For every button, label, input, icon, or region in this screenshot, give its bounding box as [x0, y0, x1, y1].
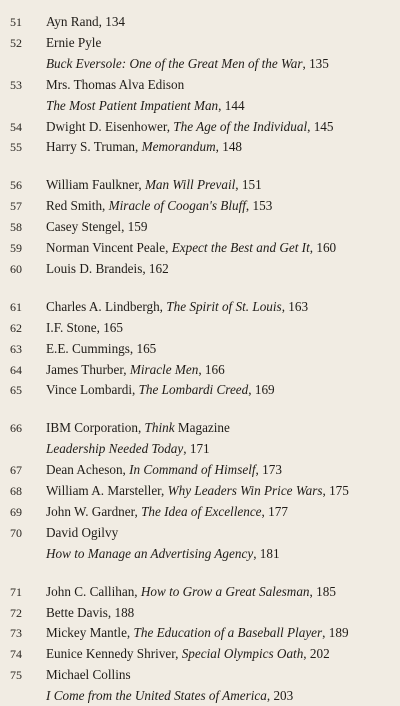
entry-text — [46, 137, 396, 157]
toc-entry — [0, 12, 400, 32]
entry-number: 64 — [10, 362, 22, 377]
entry-number: 66 — [10, 421, 22, 436]
entry-segment: William A. Marsteller, — [46, 483, 168, 498]
toc-entry — [0, 582, 400, 602]
entry-title: I Come from the United States of America — [46, 688, 267, 704]
entry-segment: James Thurber, — [46, 361, 130, 377]
entry-segment: Mickey Mantle, — [46, 625, 134, 641]
entry-segment: John W. Gardner, — [46, 503, 142, 519]
entry-number: 63 — [10, 341, 22, 356]
entry-number: 68 — [10, 484, 22, 498]
entry-text — [46, 686, 396, 706]
entry-title: The Most Patient Impatient Man — [46, 97, 219, 113]
entry-text — [46, 297, 396, 317]
entry-segment: , 202 — [303, 646, 330, 662]
entry-segment: , 145 — [307, 118, 334, 134]
entry-number: 65 — [10, 383, 22, 398]
toc-entry — [0, 623, 400, 643]
entry-text — [46, 318, 396, 338]
entry-segment: David Ogilvy — [46, 524, 119, 540]
toc-entry — [0, 75, 400, 95]
entry-segment: , 163 — [281, 298, 309, 314]
entry-title: The Lombardi Creed — [138, 382, 249, 398]
toc-entry — [0, 380, 400, 400]
entry-text — [46, 460, 396, 480]
entry-text — [46, 544, 396, 564]
toc-entry — [0, 502, 400, 522]
entry-text — [46, 502, 396, 522]
toc-entry — [0, 175, 400, 195]
entry-segment: Casey Stengel, 159 — [46, 219, 148, 235]
toc-entry — [0, 481, 400, 501]
entry-number: 74 — [10, 647, 22, 662]
entry-segment: IBM Corporation, — [46, 420, 145, 436]
entry-segment: Harry S. Truman, — [46, 139, 142, 155]
entry-segment: Michael Collins — [46, 667, 131, 683]
entry-text — [46, 439, 396, 459]
entry-number: 59 — [10, 241, 22, 255]
toc-entry-continuation — [0, 96, 400, 116]
entry-title: In Command of Himself — [129, 462, 256, 478]
entry-number: 60 — [10, 261, 22, 276]
entry-segment: Dean Acheson, — [46, 462, 130, 478]
entry-text — [46, 380, 396, 400]
entry-title: Leadership Needed Today — [46, 441, 184, 457]
toc-entry-continuation — [0, 544, 400, 564]
entry-segment: , 166 — [198, 361, 225, 377]
entry-segment: , 171 — [183, 441, 210, 457]
entry-segment: Vince Lombardi, — [46, 382, 139, 398]
entry-text — [46, 96, 396, 116]
toc-entry — [0, 418, 400, 438]
toc-entry — [0, 339, 400, 359]
entry-segment: Louis D. Brandeis, 162 — [46, 260, 169, 276]
toc-entry — [0, 297, 400, 317]
toc-entry-continuation — [0, 54, 400, 74]
toc-entry — [0, 137, 400, 157]
toc-entry — [0, 217, 400, 237]
entry-text — [46, 196, 396, 216]
entry-segment: , 153 — [245, 198, 273, 214]
entry-segment: E.E. Cummings, 165 — [46, 340, 157, 356]
entry-title: The Spirit of St. Louis — [166, 298, 282, 314]
toc-entry — [0, 360, 400, 380]
entry-number: 61 — [10, 299, 22, 314]
entry-segment: , 160 — [309, 240, 337, 255]
entry-segment: , 148 — [215, 139, 242, 155]
entry-segment: Charles A. Lindbergh, — [46, 298, 167, 314]
entry-segment: , 151 — [235, 177, 262, 193]
toc-entry — [0, 117, 400, 137]
entry-segment: , 135 — [302, 55, 329, 71]
entry-text — [46, 623, 396, 643]
entry-number: 52 — [10, 35, 22, 50]
entry-title: The Age of the Individual — [173, 118, 308, 134]
entry-number: 58 — [10, 220, 22, 235]
entry-text — [46, 523, 396, 543]
entry-segment: , 169 — [248, 382, 275, 398]
entry-number: 57 — [10, 199, 22, 214]
entry-segment: I.F. Stone, 165 — [46, 319, 123, 335]
toc-entry — [0, 33, 400, 53]
entry-text — [46, 339, 396, 359]
entry-segment: , 185 — [309, 583, 336, 599]
entry-text — [46, 481, 396, 501]
entry-segment: William Faulkner, — [46, 177, 145, 193]
entry-segment: , 181 — [253, 545, 280, 561]
entry-text — [46, 117, 396, 137]
entry-segment: Magazine — [174, 420, 230, 436]
toc-entry — [0, 644, 400, 664]
entry-number: 73 — [10, 626, 22, 641]
entry-text — [46, 75, 396, 95]
entry-number: 67 — [10, 463, 22, 478]
entry-number: 69 — [10, 504, 22, 519]
entry-title: The Education of a Baseball Player — [133, 625, 323, 641]
entry-segment: , 173 — [255, 462, 282, 478]
entry-title: Why Leaders Win Price Wars — [167, 483, 323, 498]
entry-text — [46, 54, 396, 74]
entry-number: 71 — [10, 584, 22, 599]
entry-segment: Bette Davis, 188 — [46, 604, 135, 620]
entry-segment: , 203 — [266, 688, 294, 704]
entry-title: Think — [144, 420, 175, 436]
entry-text — [46, 603, 396, 623]
entry-title: Expect the Best and Get It — [171, 240, 310, 255]
entry-number: 51 — [10, 15, 22, 29]
entry-segment: , 144 — [218, 97, 245, 113]
entry-text — [46, 259, 396, 279]
entry-number: 70 — [10, 525, 22, 540]
toc-entry — [0, 318, 400, 338]
entry-text — [46, 644, 396, 664]
entry-segment: Ayn Rand, 134 — [46, 14, 126, 29]
entry-text — [46, 175, 396, 195]
entry-text — [46, 665, 396, 685]
entry-segment: Ernie Pyle — [46, 34, 102, 50]
entry-title: How to Grow a Great Salesman — [140, 583, 310, 599]
entry-title: Buck Eversole: One of the Great Men of the War — [46, 55, 303, 71]
entry-title: How to Manage an Advertising Agency — [46, 545, 254, 561]
entry-text — [46, 33, 396, 53]
entry-text — [46, 217, 396, 237]
entry-title: Special Olympics Oath — [181, 646, 304, 662]
entry-number: 62 — [10, 320, 22, 335]
entry-segment: , 189 — [322, 625, 349, 641]
entry-title: Man Will Prevail — [144, 177, 236, 193]
entry-title: Miracle of Coogan's Bluff — [108, 198, 246, 214]
entry-number: 72 — [10, 605, 22, 620]
entry-segment: Norman Vincent Peale, — [46, 240, 172, 255]
toc-entry — [0, 238, 400, 258]
toc-entry-continuation — [0, 439, 400, 459]
entry-title: The Idea of Excellence — [141, 503, 262, 519]
entry-segment: Mrs. Thomas Alva Edison — [46, 76, 185, 92]
entry-segment: , 175 — [322, 483, 349, 498]
entry-number: 75 — [10, 668, 22, 683]
entry-text — [46, 12, 396, 32]
entry-segment: Eunice Kennedy Shriver, — [46, 646, 182, 662]
entry-segment: , 177 — [261, 503, 288, 519]
toc-entry — [0, 603, 400, 623]
entry-number: 56 — [10, 178, 22, 193]
entry-title: Memorandum — [141, 139, 216, 155]
entry-text — [46, 582, 396, 602]
entry-title: Miracle Men — [129, 361, 199, 377]
entry-number: 55 — [10, 140, 22, 155]
toc-entry-continuation — [0, 686, 400, 706]
entry-text — [46, 360, 396, 380]
toc-entry — [0, 460, 400, 480]
toc-entry — [0, 196, 400, 216]
entry-text — [46, 238, 396, 258]
entry-segment: John C. Callihan, — [46, 583, 141, 599]
entry-text — [46, 418, 396, 438]
entry-segment: Dwight D. Eisenhower, — [46, 118, 174, 134]
entry-number: 54 — [10, 119, 22, 134]
toc-entry — [0, 523, 400, 543]
entry-segment: Red Smith, — [46, 198, 109, 214]
toc-entry — [0, 665, 400, 685]
toc-entry — [0, 259, 400, 279]
entry-number: 53 — [10, 77, 22, 92]
